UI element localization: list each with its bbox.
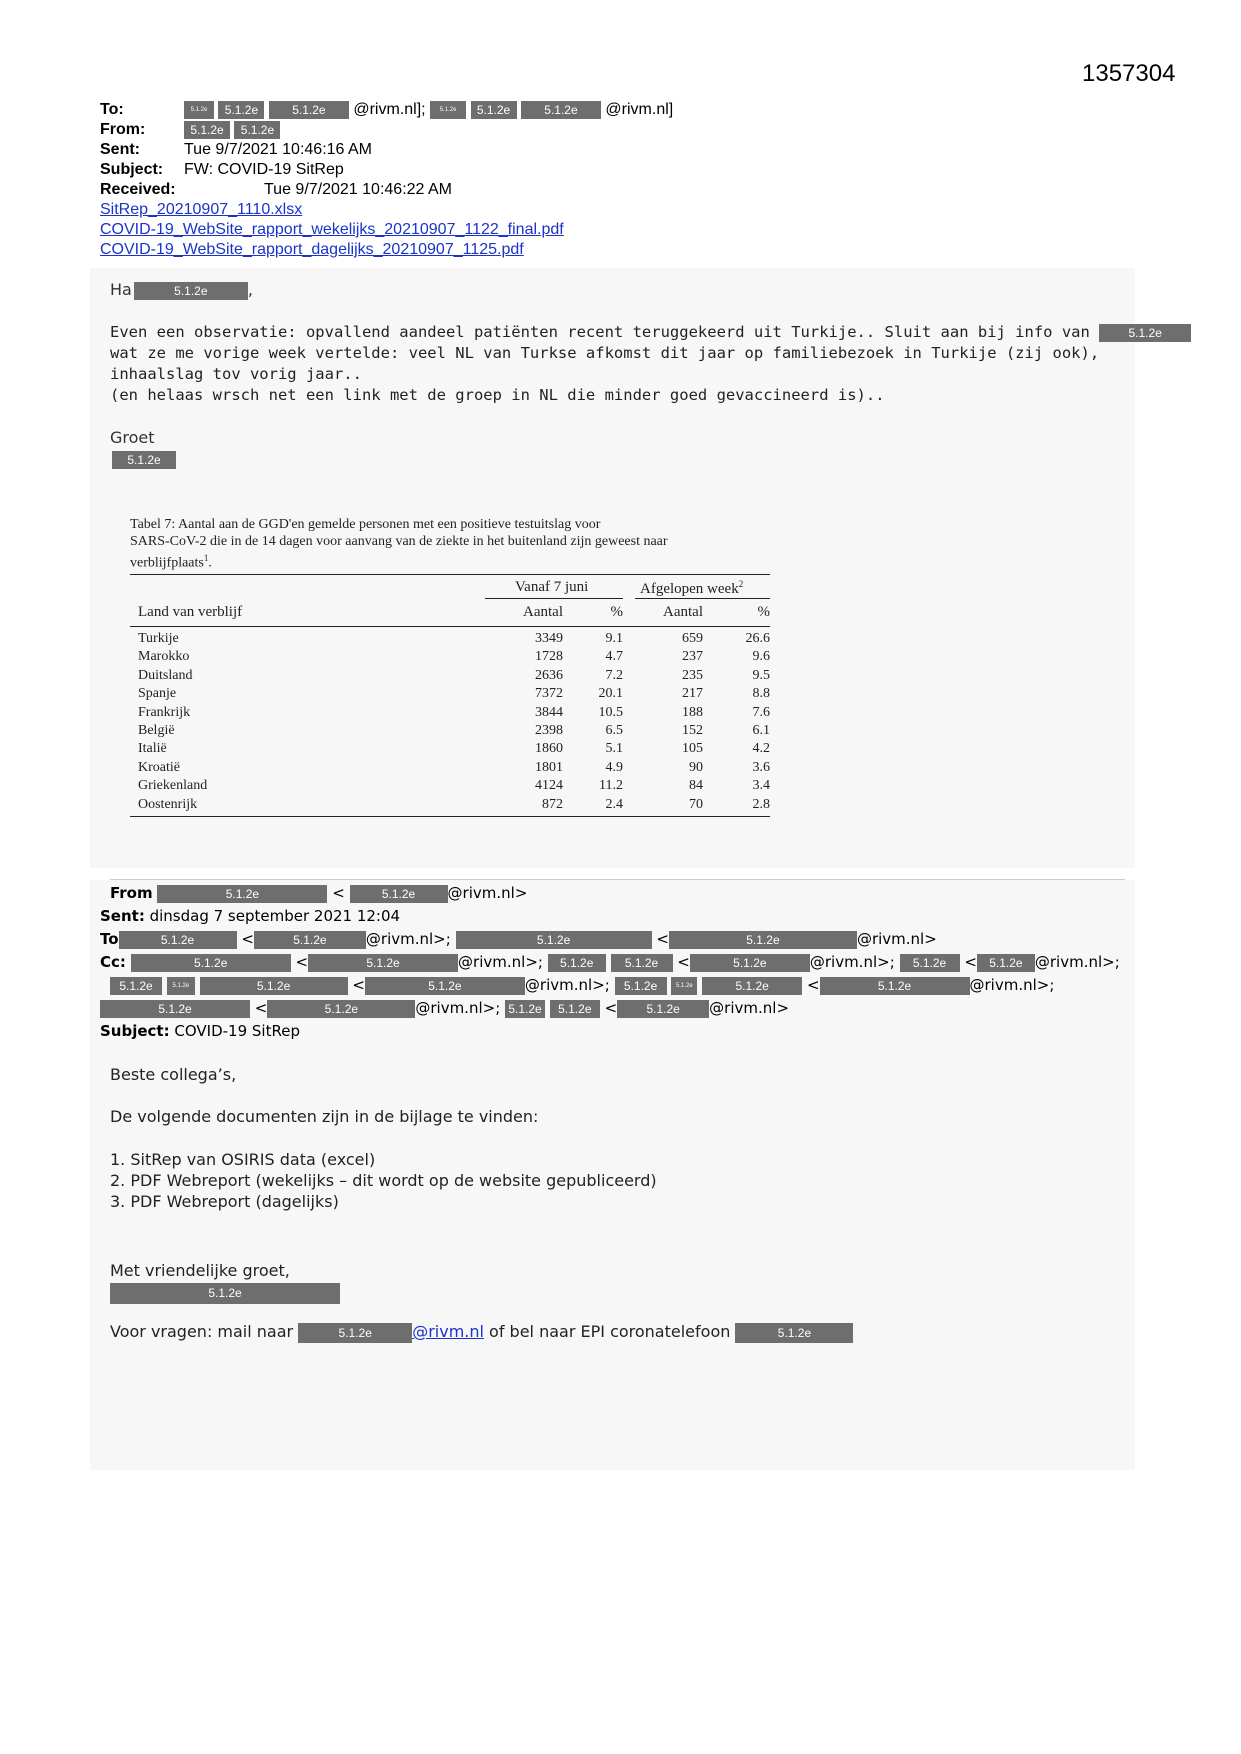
redaction: 5.1.2e [298,1323,412,1343]
table-row [130,685,770,703]
redaction: 5.1.2e [218,101,264,119]
redaction: 5.1.2e [119,931,237,949]
cell-aantal-since-june: 2636 [535,667,563,683]
table-row [130,796,770,814]
cell-aantal-since-june: 1728 [535,649,563,665]
redaction: 5.1.2e [671,977,697,995]
redaction: 5.1.2e [521,101,601,119]
redaction: 5.1.2e [548,954,606,972]
e2-intro: De volgende documenten zijn in de bijlage te vinden: [110,1107,539,1126]
cell-aantal-last-week: 237 [682,649,703,665]
cell-aantal-last-week: 90 [689,759,703,775]
redaction: 5.1.2e [157,885,327,903]
redaction: 5.1.2e [100,1000,250,1018]
redaction: 5.1.2e [430,101,466,119]
group-underline [635,598,770,599]
redaction: 5.1.2e [820,977,970,995]
cell-pct-last-week: 26.6 [745,631,770,646]
cell-land: Kroatië [138,759,180,775]
e2-subject-row: Subject: COVID-19 SitRep [100,1022,300,1040]
list-item: 2. PDF Webreport (wekelijks – dit wordt op de website gepubliceerd) [110,1171,657,1190]
redaction: 5.1.2e [184,101,214,119]
document-id: 1357304 [1082,60,1176,87]
redaction: 5.1.2e [615,977,667,995]
attachment-link-xlsx[interactable]: SitRep_20210907_1110.xlsx [100,201,303,218]
cell-pct-since-june: 10.5 [598,704,623,720]
redaction: 5.1.2e [702,977,802,995]
table-body [130,630,770,814]
redaction: 5.1.2e [269,101,349,119]
sign-off: Groet [110,428,155,447]
group-header-since-june: Vanaf 7 juni [515,579,589,595]
list-item: 3. PDF Webreport (dagelijks) [110,1192,339,1211]
cell-pct-since-june: 4.7 [605,649,623,665]
attachment-link-weekly-pdf[interactable]: COVID-19_WebSite_rapport_wekelijks_20210907_1122_final.pdf [100,221,564,238]
cell-pct-since-june: 20.1 [598,686,623,702]
table-rule-top [130,574,770,575]
redaction: 5.1.2e [308,954,458,972]
e2-greeting: Beste collega’s, [110,1065,237,1084]
col-header-aantal: Aantal [523,604,563,620]
group-header-last-week: Afgelopen week$^2$ [640,579,744,597]
cell-land: België [138,722,175,738]
received-label: Received: [100,181,176,198]
table-row [130,667,770,685]
cell-pct-last-week: 2.8 [752,796,770,812]
table-caption: Tabel 7: Aantal aan de GGD'en gemelde personen met een positieve testuitslag voor SARS-CoV-2 die in de 14 dagen voor aanvang van de ziekte in het buitenland zijn geweest naar verblijfplaats$^1$. [130,517,668,571]
redaction: 5.1.2e [267,1000,415,1018]
redaction: 5.1.2e [669,931,857,949]
cell-land: Marokko [138,649,190,665]
cell-pct-last-week: 3.4 [752,778,770,794]
subject-row [100,160,1130,180]
cell-pct-since-june: 9.1 [605,631,623,646]
received-value: Tue 9/7/2021 10:46:22 AM [264,181,452,198]
cell-pct-since-june: 5.1 [605,741,623,757]
to-domain: @rivm.nl] [605,101,674,118]
table-row [130,648,770,666]
cell-pct-last-week: 7.6 [752,704,770,720]
to-row [100,100,1130,120]
redaction: 5.1.2e [134,282,248,300]
greeting: Ha 5.1.2e , [110,280,253,299]
e2-cc-row-3: 5.1.2e < 5.1.2e @rivm.nl>; 5.1.2e 5.1.2e < 5.1.2e @rivm.nl> [100,999,789,1018]
table-rule-mid [130,626,770,627]
cell-land: Spanje [138,686,177,702]
cell-aantal-last-week: 217 [682,686,703,702]
table-row [130,722,770,740]
sent-value: Tue 9/7/2021 10:46:16 AM [184,141,372,158]
table-row [130,740,770,758]
contact-line: Voor vragen: mail naar 5.1.2e @rivm.nl of bel naar EPI coronatelefoon 5.1.2e [110,1322,853,1343]
cell-aantal-last-week: 152 [682,722,703,738]
divider [110,879,1125,880]
from-label: From: [100,121,146,138]
cell-aantal-last-week: 659 [682,631,703,646]
redaction: 5.1.2e [112,451,176,469]
to-domain: @rivm.nl]; [353,101,426,118]
redaction: 5.1.2e [131,954,291,972]
redaction: 5.1.2e [110,1283,340,1304]
col-header-pct: % [757,604,770,620]
attachment-list [110,1149,657,1212]
table-row [130,759,770,777]
cell-pct-last-week: 4.2 [752,741,770,757]
cell-aantal-since-june: 1860 [535,741,563,757]
cell-pct-since-june: 6.5 [605,722,623,738]
redaction: 5.1.2e [690,954,810,972]
redaction: 5.1.2e [184,121,230,139]
e2-cc-row-1: Cc: 5.1.2e < 5.1.2e @rivm.nl>; 5.1.2e 5.1.2e < 5.1.2e @rivm.nl>; 5.1.2e < 5.1.2e @rivm.nl>; [100,953,1120,971]
cell-aantal-since-june: 3844 [535,704,563,720]
subject-value: FW: COVID-19 SitRep [184,161,344,178]
col-header-aantal: Aantal [663,604,703,620]
table-7 [130,516,770,812]
cell-aantal-since-june: 4124 [535,778,563,794]
cell-pct-since-june: 11.2 [599,778,623,794]
redaction: 5.1.2e [234,121,280,139]
table-row [130,630,770,648]
redaction: 5.1.2e [110,977,162,995]
sent-label: Sent: [100,141,140,158]
cell-land: Griekenland [138,778,208,794]
group-underline [485,598,623,599]
cell-land: Italië [138,741,167,757]
cell-aantal-last-week: 70 [689,796,703,812]
redaction: 5.1.2e [900,954,960,972]
redaction: 5.1.2e [471,101,517,119]
col-header-pct: % [610,604,623,620]
cell-pct-last-week: 3.6 [752,759,770,775]
e2-cc-row-2: 5.1.2e 5.1.2e 5.1.2e < 5.1.2e @rivm.nl>; 5.1.2e 5.1.2e 5.1.2e < 5.1.2e @rivm.nl>; [110,976,1054,995]
cell-land: Duitsland [138,667,193,683]
e2-to-row: To 5.1.2e < 5.1.2e @rivm.nl>; 5.1.2e < 5.1.2e @rivm.nl> [100,930,937,948]
redaction: 5.1.2e [735,1323,853,1343]
cell-aantal-since-june: 872 [542,796,563,812]
cell-pct-since-june: 4.9 [605,759,623,775]
cell-aantal-since-june: 1801 [535,759,563,775]
redaction: 5.1.2e [200,977,348,995]
cell-aantal-since-june: 7372 [535,686,563,702]
redaction: 5.1.2e [456,931,652,949]
col-header-land: Land van verblijf [138,604,243,620]
observation-text: Even een observatie: opvallend aandeel patiënten recent teruggekeerd uit Turkije.. Sluit aan bij info van 5.1.2e wat ze me vorige week vertelde: veel NL van Turkse afkomst dit jaar op familiebezoek in Turkije (zij ook), inhaalslag tov vorig jaar.. (en helaas wrsch net een link met de groep in NL die minder goed gevaccineerd is).. [110,322,1191,406]
table-row [130,777,770,795]
redaction: 5.1.2e [254,931,366,949]
redaction: 5.1.2e [550,1000,600,1018]
cell-pct-last-week: 6.1 [752,722,770,738]
redaction: 5.1.2e [617,1000,709,1018]
from-row [100,120,1130,140]
redaction: 5.1.2e [505,1000,545,1018]
cell-pct-since-june: 7.2 [605,667,623,683]
table-row [130,704,770,722]
cell-aantal-last-week: 105 [682,741,703,757]
email-header [100,100,1130,260]
redaction: 5.1.2e [350,885,448,903]
cell-land: Oostenrijk [138,796,198,812]
cell-pct-last-week: 9.5 [752,667,770,683]
e2-closing: Met vriendelijke groet, [110,1261,290,1280]
received-row [100,180,1130,200]
cell-pct-last-week: 9.6 [752,649,770,665]
to-label: To: [100,101,124,118]
cell-aantal-last-week: 235 [682,667,703,683]
redaction: 5.1.2e [977,954,1035,972]
cell-land: Frankrijk [138,704,191,720]
attachment-link-daily-pdf[interactable]: COVID-19_WebSite_rapport_dagelijks_20210907_1125.pdf [100,241,524,258]
redaction: 5.1.2e [167,977,195,995]
cell-pct-last-week: 8.8 [752,686,770,702]
cell-aantal-last-week: 188 [682,704,703,720]
redaction: 5.1.2e [1099,324,1191,342]
e2-sent-row: Sent: dinsdag 7 september 2021 12:04 [100,907,401,925]
table-rule-bottom [130,816,770,817]
cell-land: Turkije [138,631,179,646]
redaction: 5.1.2e [611,954,673,972]
cell-aantal-since-june: 3349 [535,631,563,646]
e2-from-row: From 5.1.2e < 5.1.2e @rivm.nl> [110,884,528,902]
redaction: 5.1.2e [365,977,525,995]
cell-aantal-last-week: 84 [689,778,703,794]
sent-row [100,140,1130,160]
contact-email-link[interactable]: @rivm.nl [412,1322,484,1341]
cell-pct-since-june: 2.4 [605,796,623,812]
cell-aantal-since-june: 2398 [535,722,563,738]
subject-label: Subject: [100,161,164,178]
list-item: 1. SitRep van OSIRIS data (excel) [110,1150,376,1169]
